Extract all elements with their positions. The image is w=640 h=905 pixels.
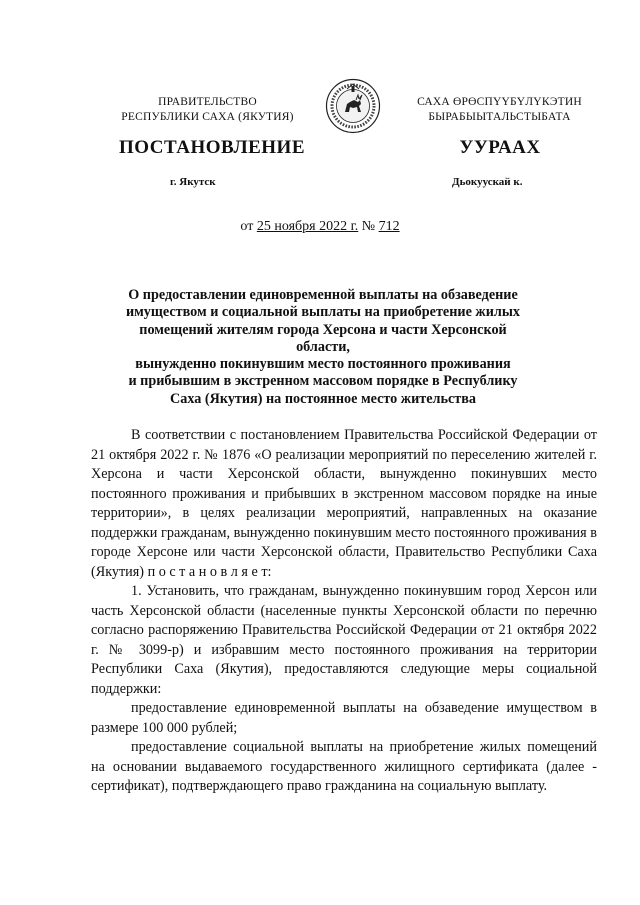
title-line: вынужденно покинувшим место постоянного проживания <box>135 356 511 373</box>
header-right-line2: БЫРАБЫЫТАЛЬСТЫБАТА <box>428 111 571 123</box>
number-prefix: № <box>361 219 376 234</box>
title-line: помещений жителям города Херсона и части Херсонской области, <box>139 321 507 355</box>
document-date: 25 ноября 2022 г. <box>256 219 359 234</box>
header-left-line1: ПРАВИТЕЛЬСТВО <box>158 96 257 108</box>
document-number: 712 <box>378 219 400 234</box>
header-left-line2: РЕСПУБЛИКИ САХА (ЯКУТИЯ) <box>121 111 294 123</box>
title-line: имуществом и социальной выплаты на приобретение жилых <box>125 304 521 321</box>
title-line: Саха (Якутия) на постоянное место жительства <box>169 390 477 407</box>
header-left-org-name <box>100 95 315 125</box>
date-prefix: от <box>240 219 254 234</box>
city-ru: г. Якутск <box>170 176 216 188</box>
doc-type-ru: ПОСТАНОВЛЕНИЕ <box>118 137 306 158</box>
doc-type-sakha: УУРААХ <box>459 137 541 158</box>
header-right-org-name <box>392 95 607 125</box>
document-title <box>118 287 528 408</box>
header-right-line1: САХА ӨРӨСПҮҮБҮЛҮКЭТИН <box>417 96 582 108</box>
date-number-line <box>0 219 640 235</box>
document-body <box>91 426 597 797</box>
city-sakha: Дьокуускай к. <box>452 176 523 188</box>
sakha-coat-of-arms-icon <box>325 78 381 134</box>
body-paragraph-measure-1: предоставление единовременной выплаты на обзаведение имуществом в размере 100 000 рублей; <box>91 700 597 736</box>
body-paragraph-measure-2: предоставление социальной выплаты на приобретение жилых помещений на основании выдаваемого государственного жилищного сертификата (далее - сертификат), подтверждающего право гражданина на социальную выплату. <box>91 739 597 794</box>
title-line: и прибывшим в экстренном массовом порядке в Республику <box>128 373 518 390</box>
title-line: О предоставлении единовременной выплаты на обзаведение <box>128 287 518 303</box>
body-paragraph-preamble: В соответствии с постановлением Правительства Российской Федерации от 21 октября 2022 г. № 1876 «О реализации мероприятий по переселению жителей г. Херсона и части Херсонской области, вынужденно покинувших место постоянного проживания и прибывших в экстренном массовом порядке на иные территории», в целях реализации мероприятий, направленных на оказание поддержки гражданам, вынужденно покинувшим место постоянного проживания в городе Херсоне или части Херсонской области, Правительство Республики Саха (Якутия) п о с т а н о в л я е т: <box>91 427 597 580</box>
body-paragraph-item-1: 1. Установить, что гражданам, вынужденно покинувшим город Херсон или часть Херсонской области (населенные пункты Херсонской области по перечню согласно распоряжению Правительства Российской Федерации от 21 октября 2022 г. № 3099-р) и избравшим место постоянного проживания на территории Республики Саха (Якутия), предоставляются следующие меры социальной поддержки: <box>91 583 597 697</box>
